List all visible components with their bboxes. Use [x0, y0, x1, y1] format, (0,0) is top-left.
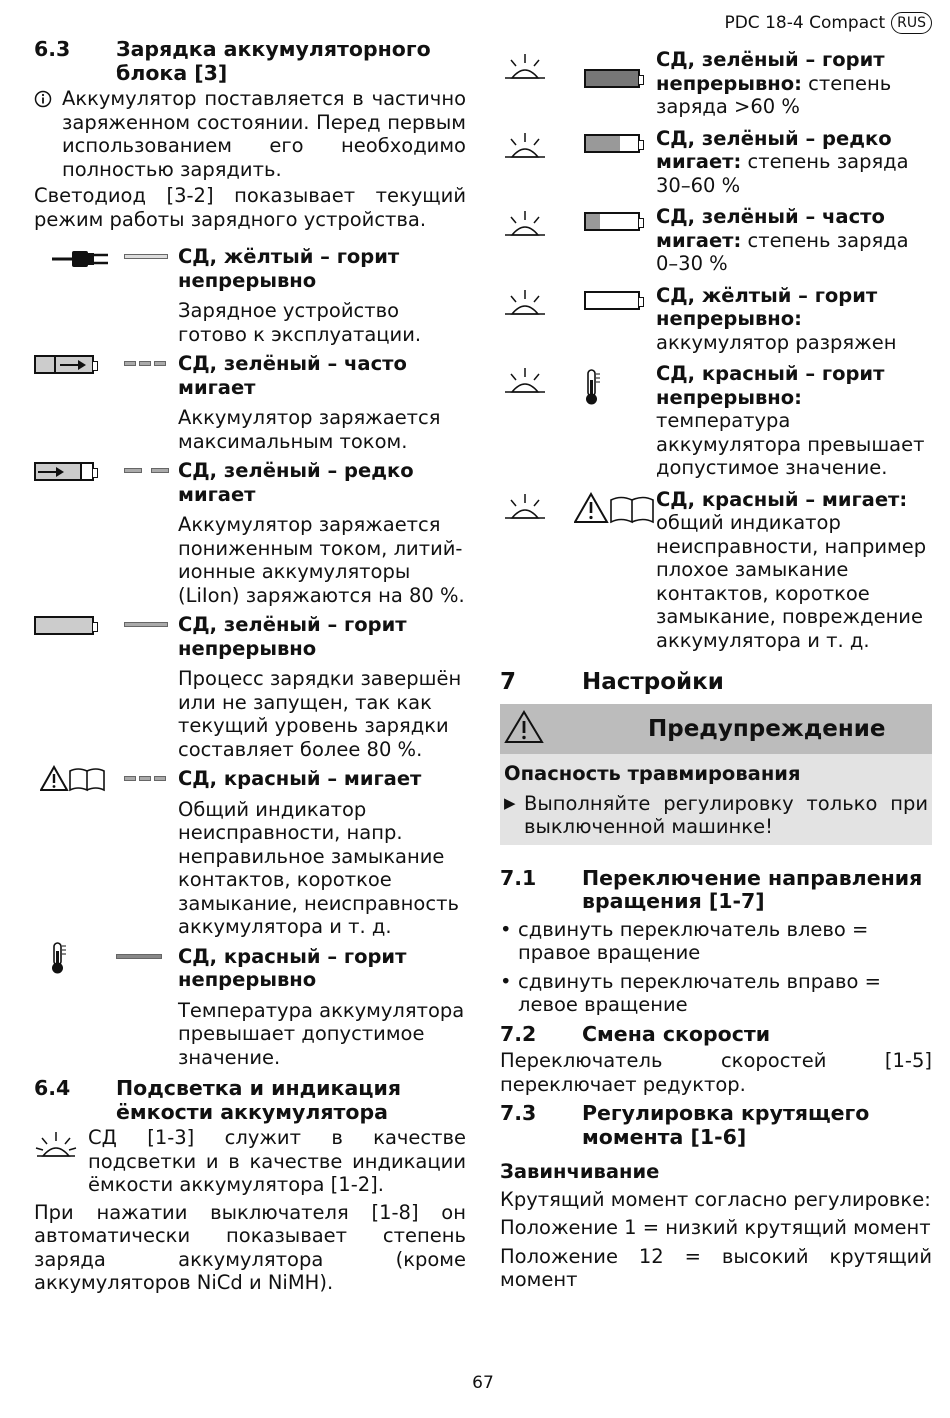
battery-charging-fast-icon: [34, 352, 124, 376]
led-fast-blink-icon: [124, 352, 178, 376]
led-intro: Светодиод [3-2] показывает текущий режим работы зарядного устройства.: [34, 184, 466, 231]
led-steady-light-icon: [124, 613, 178, 637]
plug-icon: [34, 245, 124, 269]
screwing-subheading: Завинчивание: [500, 1160, 660, 1183]
charger-status-green-fast-blink: СД, зелёный – часто мигает Аккумулятор заряжается максимальным током.: [34, 352, 466, 453]
list-item: • сдвинуть переключатель вправо = левое вращение: [500, 969, 881, 1016]
led-steady-light-icon: [124, 245, 178, 269]
led-slow-blink-icon: [124, 459, 178, 483]
s72-text: Переключатель скоростей [1-5] переключает редуктор.: [500, 1049, 932, 1096]
battery-level-medium: СД, зелёный – редко мигает: степень заряда 30–60 %: [500, 127, 932, 198]
section-7-2-heading: 7.2 Смена скорости: [500, 1021, 771, 1046]
info-icon: [34, 87, 62, 181]
warning-body: Опасность травмирования ▶ Выполняйте регулировку только при выключенной машинке!: [500, 754, 932, 845]
battery-temperature-fault: СД, красный – горит непрерывно: температура аккумулятора превышает допустимое значение.: [500, 362, 932, 480]
battery-charging-slow-icon: [34, 459, 124, 483]
warning-title: Предупреждение: [648, 716, 886, 742]
page-number: 67: [472, 1373, 494, 1393]
arrow-bullet-icon: ▶: [504, 793, 516, 812]
battery-half-icon: [582, 127, 656, 198]
left-column: [34, 38, 466, 1295]
charger-status-red-blink: СД, красный – мигает Общий индикатор неисправности, напр. неправильное замыкание контактов, короткое замыкание, неисправность аккумулятора и т. д.: [34, 767, 466, 939]
led-steady-light-icon: [124, 945, 178, 969]
battery-level-high: СД, зелёный – горит непрерывно: степень заряда >60 %: [500, 48, 932, 119]
warning-manual-icon: [574, 488, 656, 653]
list-item: • сдвинуть переключатель влево = правое вращение: [500, 917, 869, 964]
page-header: [724, 12, 932, 34]
right-column: СД, зелёный – горит непрерывно: степень заряда >60 % СД, зелёный – редко мигает: степень заряда 30–60 % СД, зелёный – часто мигает: степень заряда 0–30 % СД, жёлтый – горит непрерывно: аккумулятор разряжен СД, красный – горит непрерывно: температура аккумулятора превышает допустимое значение. СД, красный – мигает: общий индикатор неисправности, например плохое замыкание контактов, короткое замыкание, повреждение аккумулятора и т. д. 7 Настройки Предупреждение Опасность травмирования ▶ Выполняйте регулировку только при выключенной машинке! 7.1 Переключение направления вращения [1-7] • сдвинуть переключатель влево = правое вращение • сдвинуть переключатель вправо = левое вращение 7.2 Смена скорости Переключатель скоростей [1-5] переключает редуктор. 7.3 Регулировка крутящего момента [1-6] Завинчивание Крутящий момент согласно регулировке: Положение 1 = низкий крутящий момент Положение 12 = высокий крутящий момент: [500, 48, 932, 1291]
led-light-icon: [500, 48, 582, 119]
language-badge: RUS: [891, 12, 932, 34]
battery-full-icon: [582, 48, 656, 119]
model-name: PDC 18-4 Compact: [724, 13, 886, 33]
section-7-3-heading: 7.3 Регулировка крутящего момента [1-6]: [500, 1101, 870, 1149]
led-fast-blink-icon: [124, 767, 178, 791]
battery-level-empty: СД, жёлтый – горит непрерывно: аккумулятор разряжен: [500, 284, 932, 355]
section-6-4-heading: 6.4 Подсветка и индикация ёмкости аккумулятора: [34, 1076, 402, 1124]
battery-full-icon: [34, 613, 124, 637]
charger-status-red-steady: СД, красный – горит непрерывно Температура аккумулятора превышает допустимое значение.: [34, 945, 466, 1070]
section-7-1-heading: 7.1 Переключение направления вращения [1-7]: [500, 865, 923, 913]
battery-low-icon: [582, 205, 656, 276]
led-light-icon: [500, 362, 582, 480]
battery-level-low: СД, зелёный – часто мигает: степень заряда 0–30 %: [500, 205, 932, 276]
charger-status-green-slow-blink: СД, зелёный – редко мигает Аккумулятор заряжается пониженным током, литий-ионные аккумуляторы (LiIon) заряжаются на 80 %.: [34, 459, 466, 607]
battery-empty-icon: [582, 284, 656, 355]
warning-icon: [504, 710, 544, 744]
led-light-icon: [34, 1126, 88, 1197]
s64-p2: При нажатии выключателя [1-8] он автоматически показывает степень заряда аккумулятора (кроме аккумуляторов NiCd и NiMH).: [34, 1200, 466, 1294]
charger-status-yellow-steady: СД, жёлтый – горит непрерывно Зарядное устройство готово к эксплуатации.: [34, 245, 466, 346]
warning-manual-icon: [34, 767, 124, 791]
battery-general-fault: СД, красный – мигает: общий индикатор неисправности, например плохое замыкание контактов, короткое замыкание, повреждение аккумулятора и т. д.: [500, 488, 932, 653]
thermometer-icon: [34, 945, 124, 969]
section-7-heading: 7 Настройки: [500, 669, 724, 695]
section-6-3-heading: 6.3 Зарядка аккумуляторного блока [3]: [34, 37, 431, 85]
s64-p1: СД [1-3] служит в качестве подсветки и в качестве индикации ёмкости аккумулятора [1-2].: [34, 1126, 466, 1197]
led-light-icon: [500, 488, 574, 653]
led-light-icon: [500, 127, 582, 198]
charger-status-green-steady: СД, зелёный – горит непрерывно Процесс зарядки завершён или не запущен, так как текущий уровень зарядки составляет более 80 %.: [34, 613, 466, 761]
info-text: Аккумулятор поставляется в частично заряженном состоянии. Перед первым использованием его необходимо полностью зарядить.: [62, 87, 466, 181]
led-light-icon: [500, 284, 582, 355]
warning-banner: [500, 704, 932, 754]
thermometer-icon: [582, 362, 656, 480]
info-note: [34, 87, 466, 181]
led-light-icon: [500, 205, 582, 276]
